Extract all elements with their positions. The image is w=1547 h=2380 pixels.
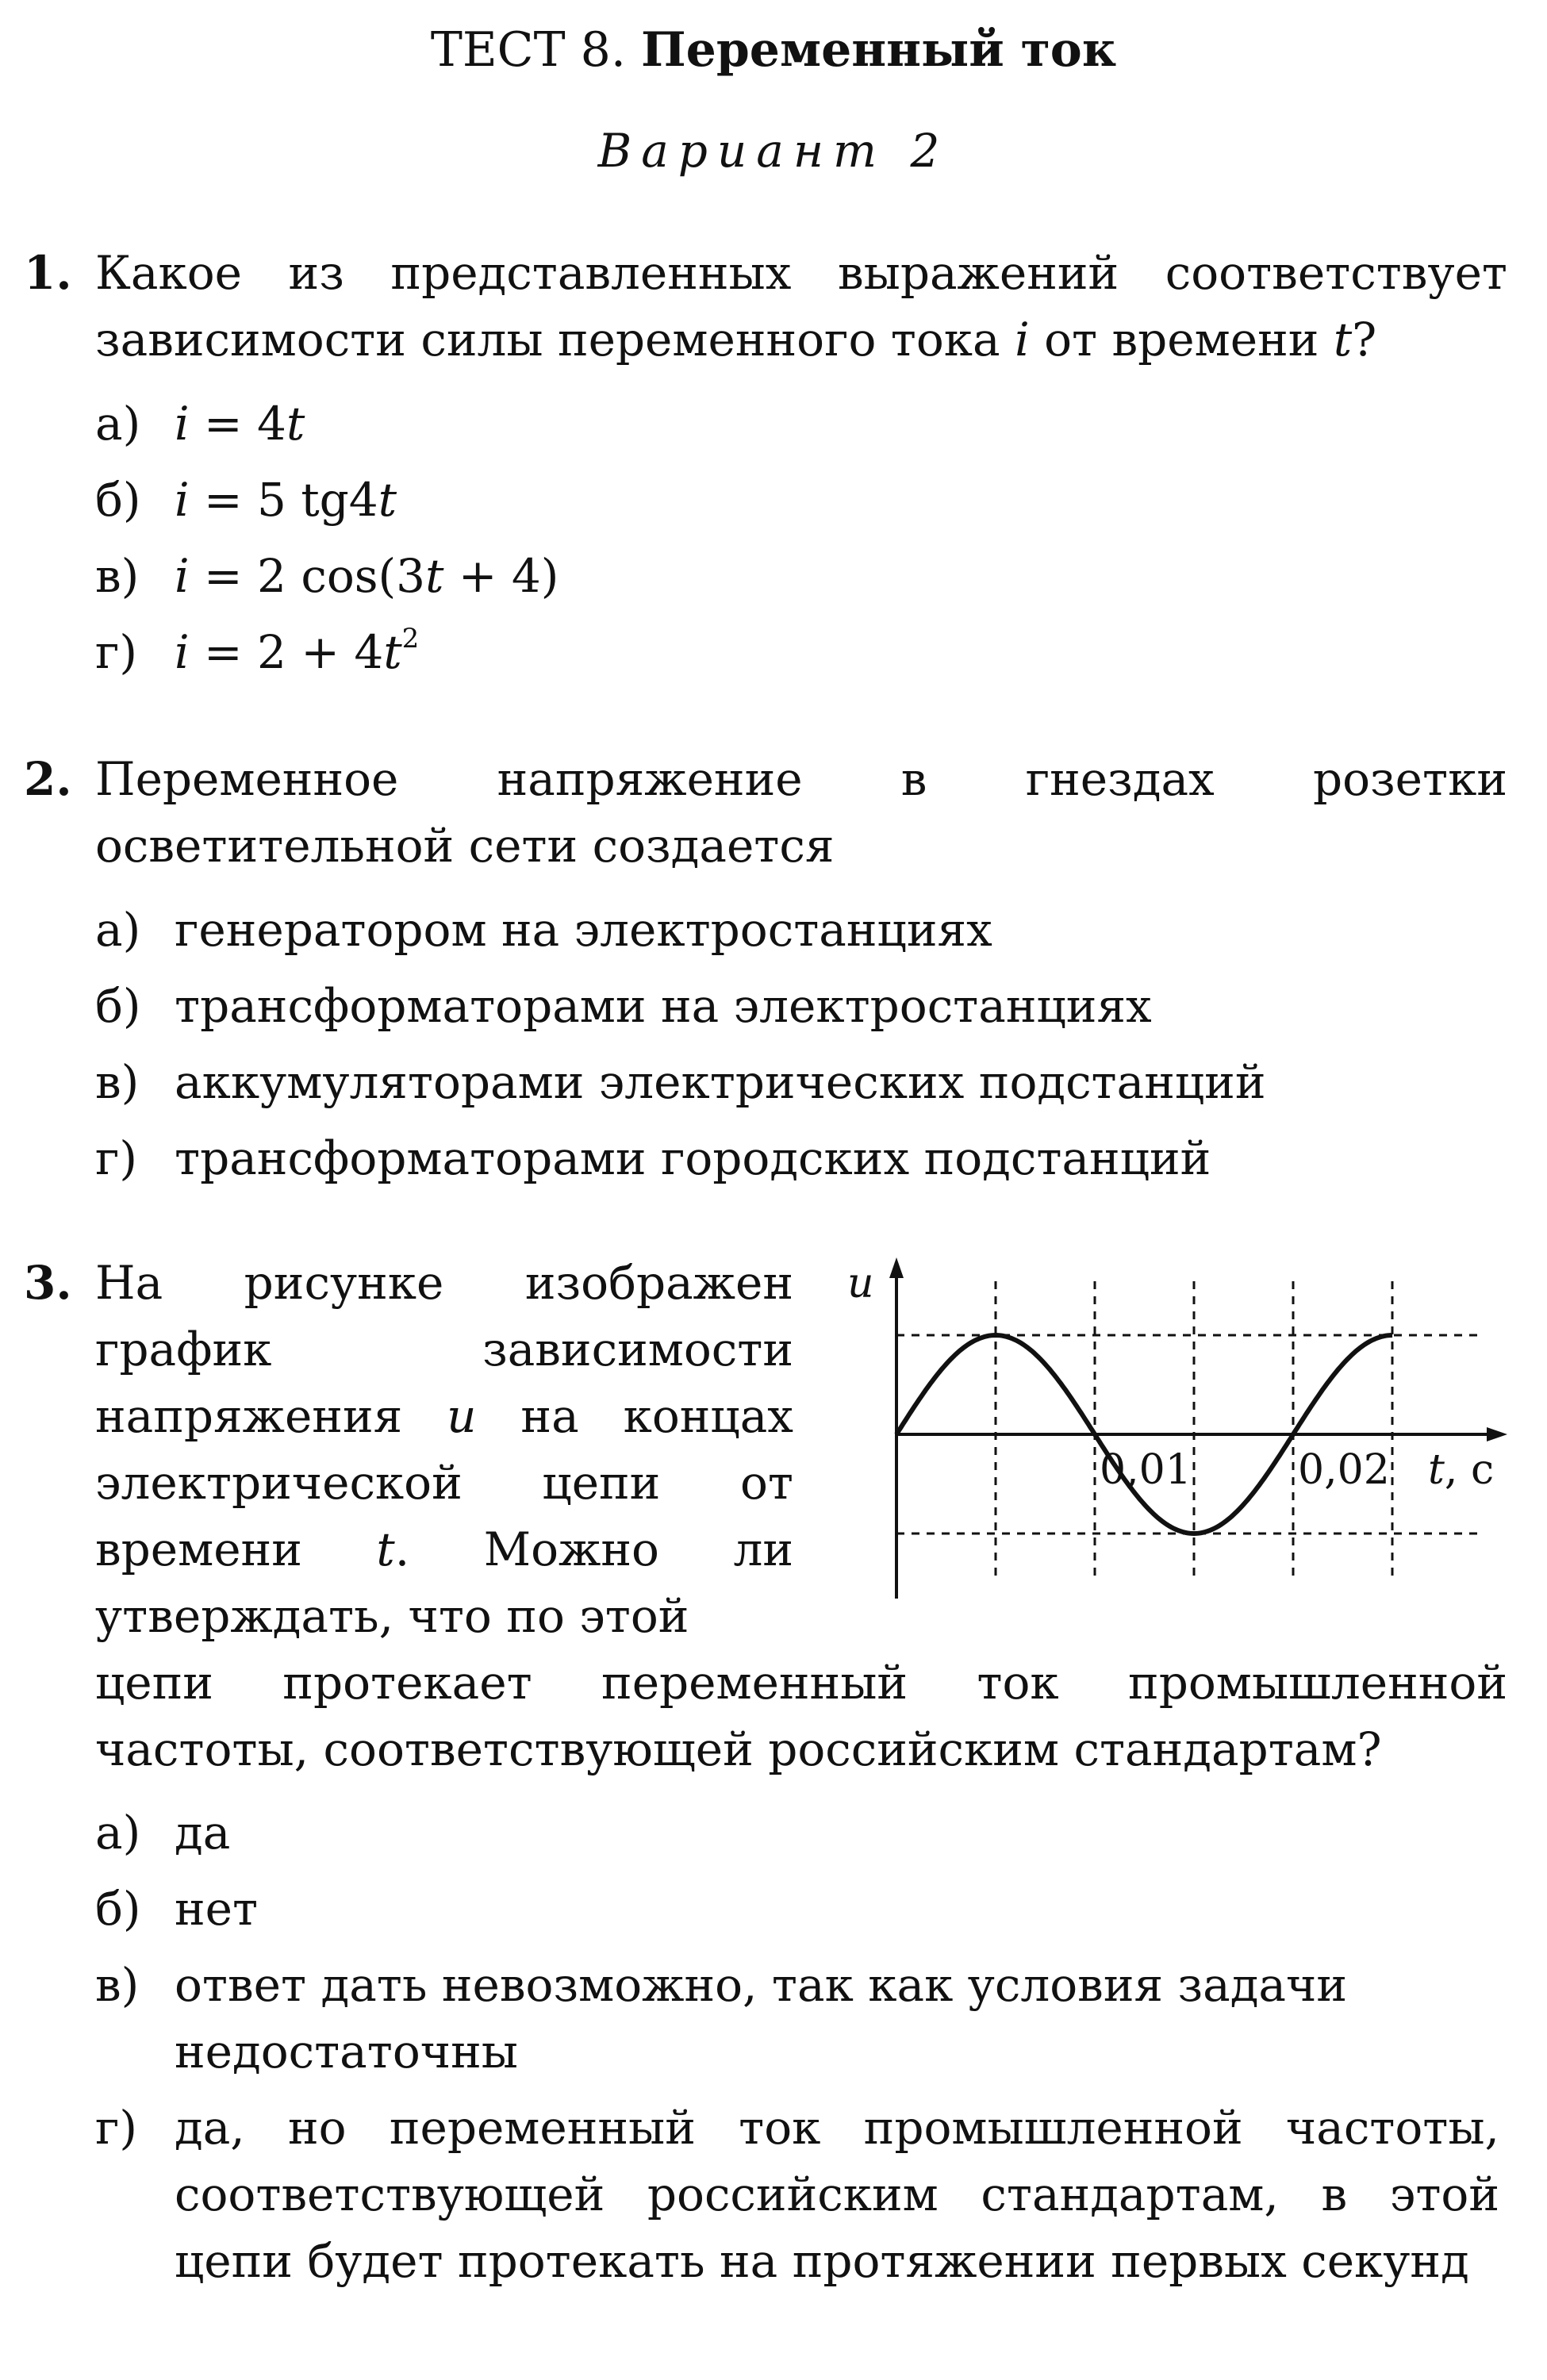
question-2-options xyxy=(95,892,1507,1196)
title-main: Переменный ток xyxy=(641,22,1117,78)
question-2-option-d[interactable]: г) трансформаторами городских подстанций xyxy=(95,1131,1211,1185)
question-1-number: 1. xyxy=(24,246,72,300)
x-axis-arrow xyxy=(1487,1427,1507,1441)
question-2-option-b[interactable]: б) трансформаторами на электростанциях xyxy=(95,979,1152,1033)
x-tick-label-2: 0,02 xyxy=(1298,1446,1390,1494)
voltage-time-graph xyxy=(825,1250,1523,1614)
question-1-option-d[interactable]: г) $i = 2 + 4t^2$ xyxy=(95,623,420,679)
formula: $i = 2 + 4t^2$ xyxy=(175,623,420,679)
question-1-option-a[interactable]: а) i = 4t xyxy=(95,397,305,451)
question-1-options xyxy=(95,386,1507,690)
question-2-option-a[interactable]: а) генератором на электростанциях xyxy=(95,903,992,957)
question-1-option-c[interactable]: в) i = 2 cos(3t + 4) xyxy=(95,549,559,603)
y-axis-arrow xyxy=(889,1257,904,1278)
question-3-text-narrow: На рисунке изображен график зависимости напряжения u на концах электрической цепи от времени t. Можно ли утверждать, что по этой xyxy=(95,1256,793,1643)
question-1-text: Какое из представленных выражений соответствует зависимости силы переменного тока i от времени t? xyxy=(95,246,1507,367)
question-3-option-d[interactable]: г) да, но переменный ток промышленной частоты, соответствующей российским стандартам, в этой цепи будет протекать на протяжении первых секунд xyxy=(95,2101,1499,2288)
title-prefix: ТЕСТ 8. xyxy=(430,22,626,78)
question-2-text: Переменное напряжение в гнездах розетки осветительной сети создается xyxy=(95,752,1507,873)
variant-label: Вариант 2 xyxy=(597,124,950,178)
question-3-text-full: цепи протекает переменный ток промышленной частоты, соответствующей российским стандартам? xyxy=(95,1656,1507,1776)
question-3-option-a[interactable]: а) да xyxy=(95,1806,231,1860)
formula: i = 5 tg4t xyxy=(175,473,397,527)
question-2-number: 2. xyxy=(24,752,72,806)
page-title xyxy=(0,14,1547,86)
x-tick-label-1: 0,01 xyxy=(1100,1446,1192,1494)
question-2-option-c[interactable]: в) аккумуляторами электрических подстанций xyxy=(95,1055,1266,1109)
formula: i = 4t xyxy=(175,397,305,451)
x-axis-label: t, с xyxy=(1428,1446,1495,1494)
formula: i = 2 cos(3t + 4) xyxy=(175,549,559,603)
question-3-number: 3. xyxy=(24,1256,72,1310)
question-3-option-b[interactable]: б) нет xyxy=(95,1882,259,1936)
question-3-option-c[interactable]: в) ответ дать невозможно, так как условия задачи недостаточны xyxy=(95,1958,1348,2079)
question-1-option-b[interactable]: б) i = 5 tg4t xyxy=(95,473,397,527)
y-axis-label: u xyxy=(847,1260,874,1307)
graph-svg xyxy=(825,1250,1523,1614)
question-3-options xyxy=(95,1795,1507,2299)
